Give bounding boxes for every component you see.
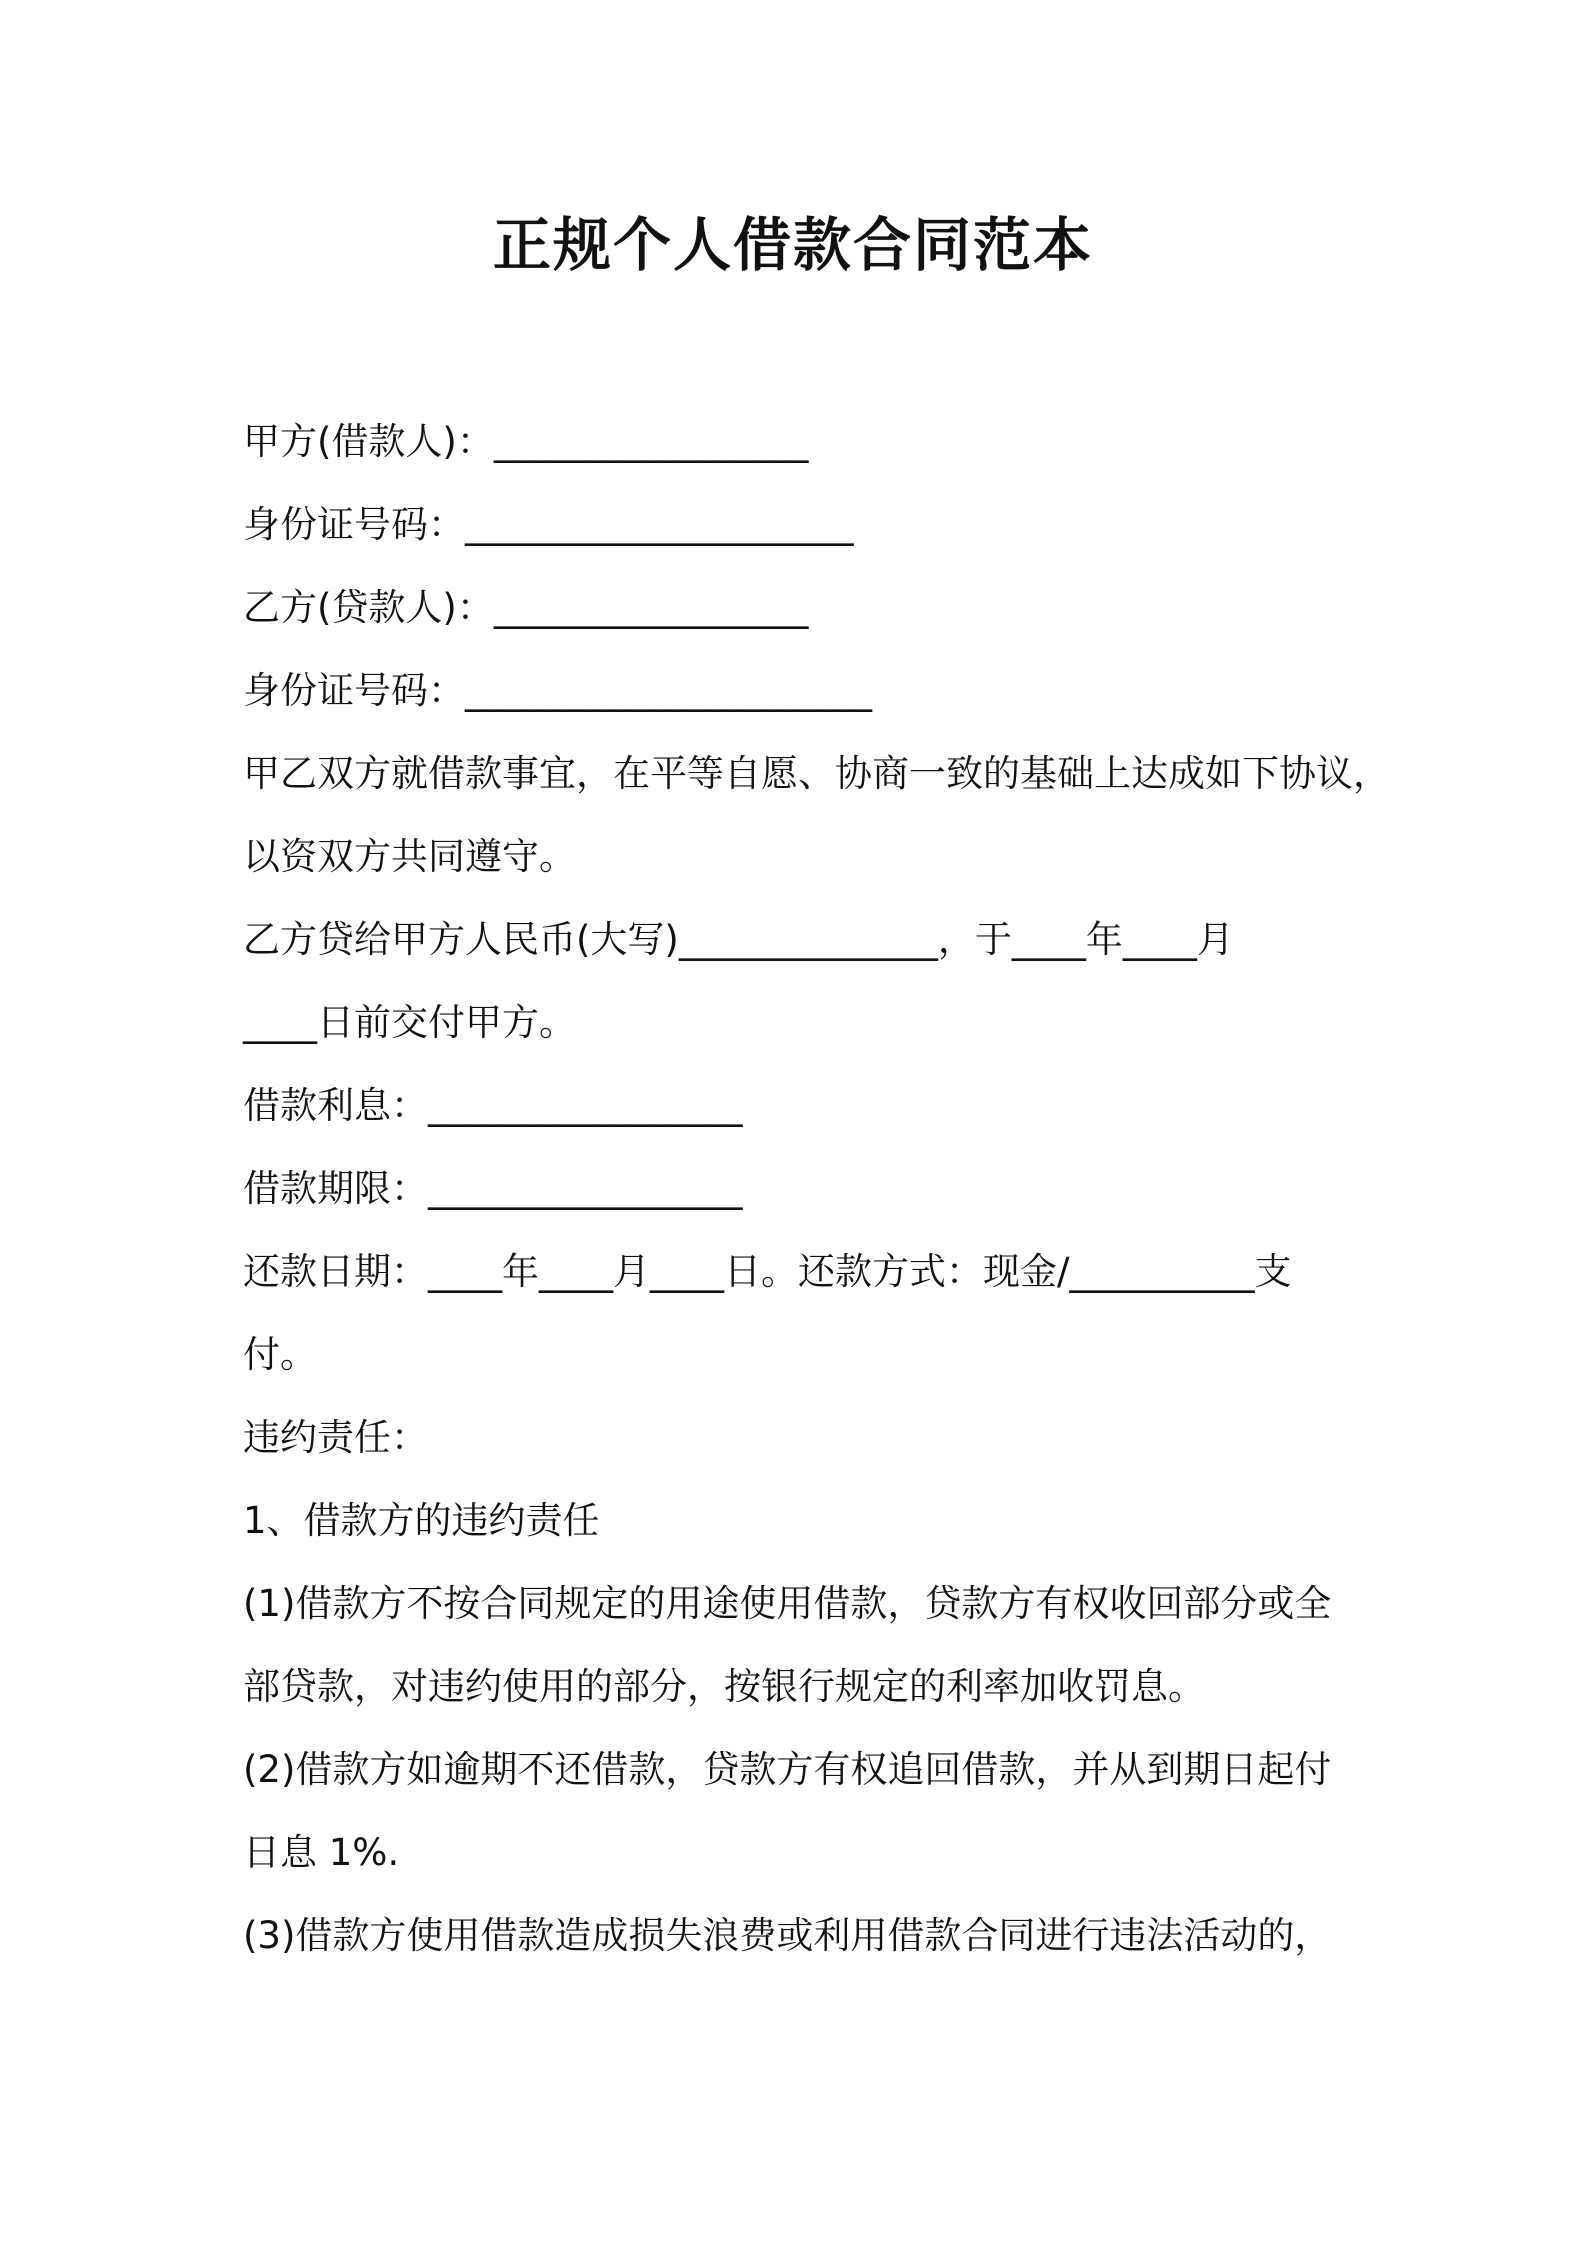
borrower-liability-heading: 1、借款方的违约责任 — [243, 1499, 600, 1542]
clause-1-line: (1)借款方不按合同规定的用途使用借款，贷款方有权收回部分或全 — [243, 1582, 1332, 1625]
loan-amount-line-cont: ____日前交付甲方。 — [243, 1001, 576, 1044]
agreement-intro-line: 甲乙双方就借款事宜，在平等自愿、协商一致的基础上达成如下协议， — [243, 752, 1390, 795]
borrower-id-line: 身份证号码：_____________________ — [243, 503, 854, 546]
clause-2-line: (2)借款方如逾期不还借款，贷款方有权追回借款，并从到期日起付 — [243, 1748, 1332, 1791]
loan-amount-line: 乙方贷给甲方人民币(大写)______________，于____年____月 — [243, 918, 1234, 961]
document-body — [243, 400, 1390, 1977]
loan-interest-line: 借款利息：_________________ — [243, 1084, 743, 1127]
clause-2-line-cont: 日息 1%. — [243, 1831, 400, 1874]
borrower-line: 甲方(借款人)：_________________ — [243, 420, 809, 463]
loan-term-line: 借款期限：_________________ — [243, 1167, 743, 1210]
repayment-line: 还款日期：____年____月____日。还款方式：现金/__________支 — [243, 1250, 1292, 1293]
clause-3-line: (3)借款方使用借款造成损失浪费或利用借款合同进行违法活动的， — [243, 1914, 1332, 1957]
liability-heading: 违约责任： — [243, 1416, 428, 1459]
agreement-intro-line-cont: 以资双方共同遵守。 — [243, 835, 576, 878]
clause-1-line-cont: 部贷款，对违约使用的部分，按银行规定的利率加收罚息。 — [243, 1665, 1205, 1708]
document-title: 正规个人借款合同范本 — [492, 211, 1093, 279]
lender-id-line: 身份证号码：______________________ — [243, 669, 872, 712]
repayment-line-cont: 付。 — [243, 1333, 317, 1376]
lender-line: 乙方(贷款人)：_________________ — [243, 586, 809, 629]
